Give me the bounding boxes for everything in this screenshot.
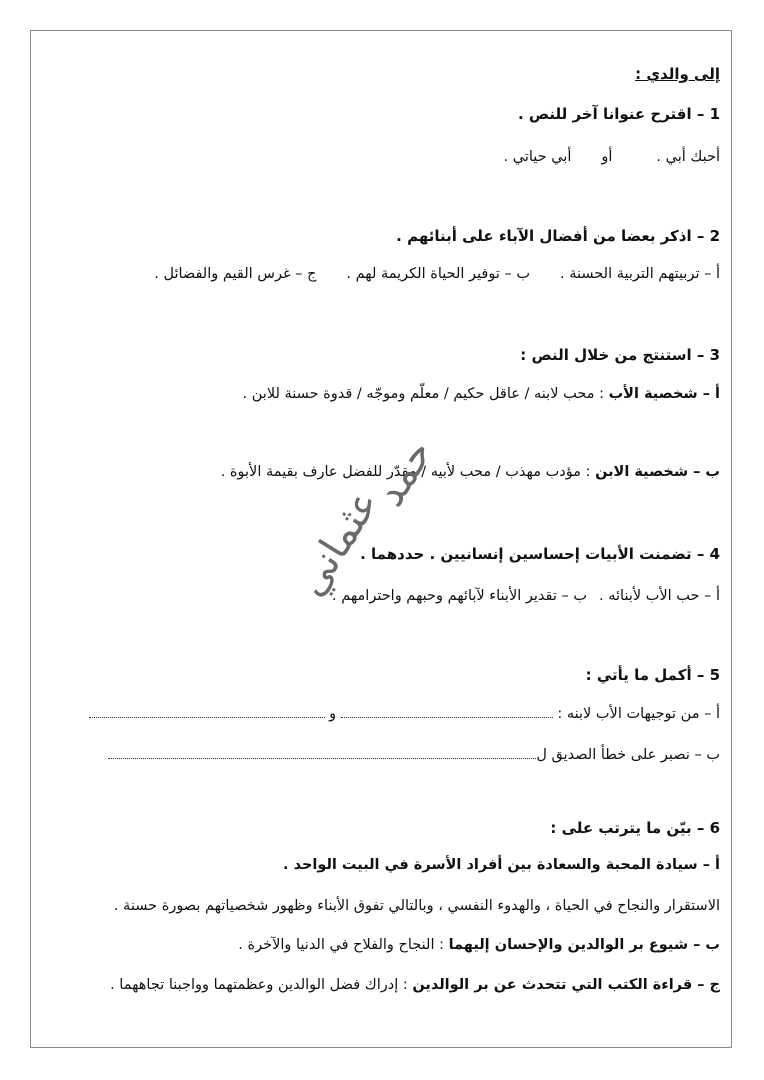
blank-line-2[interactable]: [89, 705, 325, 718]
answer-5-and: و: [329, 706, 337, 722]
answer-6-c-label: ج – قراءة الكتب التي تتحدث عن بر الوالدين: [412, 977, 720, 993]
answer-5-a: [44, 704, 720, 724]
answer-3-b: [44, 462, 720, 482]
watermark-line-1: حمد: [366, 431, 443, 515]
answer-6-a-label: أ – سيادة المحبة والسعادة بين أفراد الأسرة في البيت الواحد .: [283, 857, 720, 873]
answer-4-a: أ – حب الأب لأبنائه .: [599, 588, 720, 604]
question-4: 4 – تضمنت الأبيات إحساسين إنسانيين . حددهما .: [360, 545, 720, 563]
answer-3-b-text: : مؤدب مهذب / محب لأبيه / مقدّر للفضل عارف بقيمة الأبوة .: [220, 464, 591, 480]
answer-6-a-text: الاستقرار والنجاح في الحياة ، والهدوء النفسي ، وبالتالي تفوق الأبناء وظهور شخصياتهم بصورة حسنة .: [113, 898, 720, 914]
answer-2-b: ب – توفير الحياة الكريمة لهم .: [346, 266, 530, 282]
answer-5-b: [44, 745, 720, 765]
answer-6-c-text: : إدراك فضل الوالدين وعظمتهما وواجبنا تجاههما .: [110, 977, 408, 993]
answer-1-or: أو: [601, 149, 613, 165]
answer-4: [44, 586, 720, 606]
answer-3-a-text: : محب لابنه / عاقل حكيم / معلّم وموجّه / قدوة حسنة للابن .: [242, 386, 604, 402]
answer-3-b-label: ب – شخصية الابن: [595, 464, 720, 480]
question-6: 6 – بيّن ما يترتب على :: [550, 819, 720, 837]
answer-3-a: [44, 384, 720, 404]
page-title: إلى والدي :: [635, 65, 720, 83]
answer-6-c: [44, 975, 720, 995]
answer-5-b-text: ب – نصبر على خطأ الصديق ل: [536, 747, 720, 763]
watermark-line-2: عثماني: [287, 481, 389, 605]
answer-6-b: [44, 935, 720, 955]
answer-2: [44, 264, 720, 284]
answer-5-a-text: أ – من توجيهات الأب لابنه :: [557, 706, 720, 722]
answer-6-b-label: ب – شيوع بر الوالدين والإحسان إليهما: [448, 937, 720, 953]
question-1: 1 – اقترح عنوانا آخر للنص .: [517, 105, 720, 123]
answer-1: [44, 147, 720, 167]
answer-1-b: أبي حياتي .: [503, 149, 572, 165]
answer-6-b-text: : النجاح والفلاح في الدنيا والآخرة .: [238, 937, 444, 953]
answer-2-a: أ – تربيتهم التربية الحسنة .: [560, 266, 720, 282]
question-3: 3 – استنتج من خلال النص :: [520, 346, 720, 364]
answer-4-b: ب – تقدير الأبناء لآبائهم وحبهم واحترامهم .: [331, 588, 587, 604]
answer-2-c: ج – غرس القيم والفضائل .: [154, 266, 317, 282]
question-2: 2 – اذكر بعضا من أفضال الآباء على أبنائهم .: [396, 227, 720, 245]
answer-1-a: أحبك أبي .: [656, 149, 720, 165]
blank-line-1[interactable]: [341, 705, 553, 718]
blank-line-3[interactable]: [108, 746, 536, 759]
answer-3-a-label: أ – شخصية الأب: [608, 386, 720, 402]
question-5: 5 – أكمل ما يأتي :: [585, 666, 720, 684]
